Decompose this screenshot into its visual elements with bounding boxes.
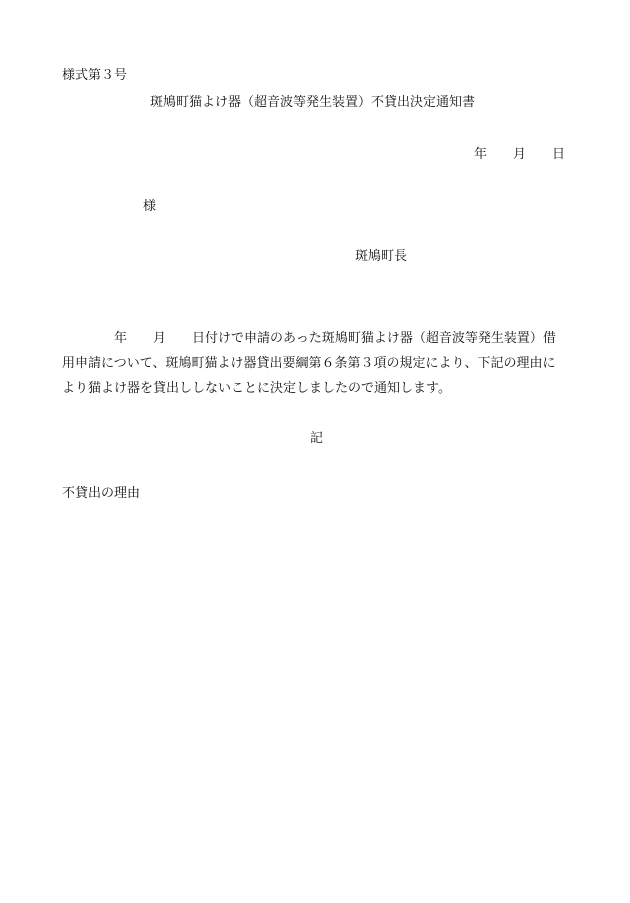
sender-name: 斑鳩町長 (355, 249, 408, 264)
recipient-suffix: 様 (143, 199, 157, 214)
body-line-1-text: 日付けで申請のあった斑鳩町猫よけ器（超音波等発生装置）借 (192, 331, 556, 346)
reason-label: 不貸出の理由 (62, 486, 141, 501)
date-year-label: 年 (474, 147, 488, 162)
body-month-label: 月 (153, 331, 167, 346)
body-line-3: より猫よけ器を貸出ししないことに決定しましたので通知します。 (62, 381, 451, 396)
body-line-2: 用申請について、斑鳩町猫よけ器貸出要綱第６条第３項の規定により、下記の理由に (62, 356, 556, 371)
date-month-label: 月 (513, 147, 527, 162)
body-year-label: 年 (114, 331, 128, 346)
ki-heading: 記 (310, 431, 324, 446)
notification-body (62, 326, 578, 401)
document-title: 斑鳩町猫よけ器（超音波等発生装置）不貸出決定通知書 (150, 95, 476, 110)
issue-date-line (474, 148, 565, 161)
body-line-1 (62, 326, 578, 351)
form-number: 様式第３号 (62, 68, 128, 83)
date-day-label: 日 (552, 147, 566, 162)
